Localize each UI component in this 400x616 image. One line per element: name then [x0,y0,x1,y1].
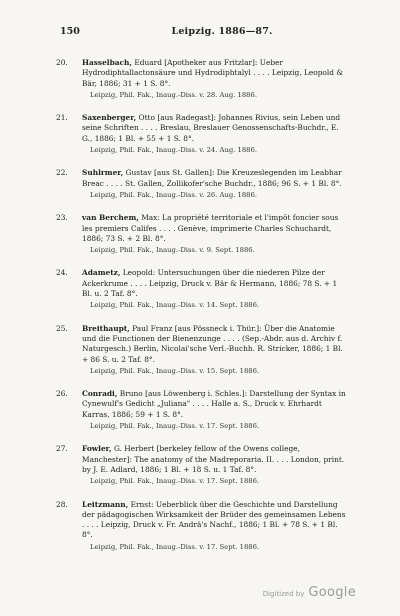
entry-body [82,168,346,189]
entry-author: van Berchem, [82,213,139,223]
entry-text: G. Herbert [berkeley fellow of the Owens college, Manchester]: The anatomy of the Madreporaria. II. . . . London, print. by J. E. Adlard, 1886; 1 Bl. + 18 S. u. 1 Taf. 8°. [82,444,345,474]
entry-number: 27. [56,444,68,454]
entry-text: Eduard [Apotheker aus Fritzlar]: Ueber Hydrodiphtallactonsäure und Hydrodiphtalyl . . . . Leipzig, Leopold & Bär, 1886; 31 + 1 S. 8°. [82,58,343,88]
entry-text: Paul Franz [aus Pössneck i. Thür.]: Über die Anatomie und die Functionen der Bienenzunge . . . . (Sep.-Abdr. aus d. Archiv f. Naturgesch.) Berlin, Nicolai'sche Verl.-Buchh. R. Stricker, 1886; 1 Bl. + 86 S. u. 2 Taf. 8°. [82,323,343,364]
entry-25 [56,324,346,376]
entry-number: 22. [56,168,68,178]
page-number: 150 [60,26,80,37]
page-header [60,26,344,37]
entry-body [82,324,346,365]
entry-author: Conradi, [82,389,118,399]
entry-body [82,113,346,144]
entry-number: 23. [56,213,68,223]
entry-text: Bruno [aus Löwenberg i. Schles.]: Darstellung der Syntax in Cynewulf's Gedicht „Juliana" . . . . Halle a. S., Druck v. Ehrhardt Karras, 1886; 59 + 1 S. 8°. [82,389,346,419]
google-logo: Google [308,585,356,600]
entry-note: Leipzig, Phil. Fak., Inaug.-Diss. v. 17. Sept. 1886. [90,477,260,486]
entry-author: Fowler, [82,444,112,454]
entry-text: Leopold: Untersuchungen über die niederen Pilze der Ackerkrume . . . . Leipzig, Druck v. Bär & Hermann, 1886; 78 S. + 1 Bl. u. 2 Taf. 8°. [82,268,338,299]
entry-note: Leipzig, Phil. Fak., Inaug.-Diss. v. 15. Sept. 1886. [90,366,260,375]
entry-text: Gustav [aus St. Gallen]: Die Kreuzeslegenden im Leabhar Breac . . . . St. Gallen, Zollikofer'sche Buchdr., 1886; 96 S. + 1 Bl. 8°. [82,168,342,188]
digitized-watermark [263,585,356,600]
entry-21 [56,113,346,155]
entry-body [82,444,346,475]
entry-body [82,213,346,244]
entry-text: Otto [aus Radegast]: Johannes Rivius, sein Leben und seine Schriften . . . . Breslau, Breslauer Genossenschafts-Buchdr., E. G., 1886; 1 Bl. + 55 + 1 S. 8°. [82,113,341,143]
entry-body [82,500,346,541]
entry-note: Leipzig, Phil. Fak., Inaug.-Diss. v. 9. Sept. 1886. [90,246,255,255]
entry-text: Ernst: Ueberblick über die Geschichte und Darstellung der pädagogischen Wirksamkeit der Brüder des gemeinsamen Lebens . . . . Leipzig, Druck v. Fr. Andrä's Nachf., 1886; 1 Bl. + 78 S. + 1 Bl. 8°. [82,499,346,540]
entry-note: Leipzig, Phil. Fak., Inaug.-Diss. v. 24. Aug. 1886. [90,146,257,155]
entry-body [82,389,346,420]
entry-20 [56,58,346,100]
entry-author: Leitzmann, [82,499,129,509]
entry-27 [56,444,346,486]
entry-author: Breithaupt, [82,323,130,333]
entry-note: Leipzig, Phil. Fak., Inaug.-Diss. v. 17. Sept. 1886. [90,422,260,431]
entry-22 [56,168,346,200]
entry-number: 25. [56,323,68,333]
entry-note: Leipzig, Phil. Fak., Inaug.-Diss. v. 17. Sept. 1886. [90,542,260,551]
entry-author: Adametz, [82,268,121,278]
entry-text: Max: La propriété territoriale et l'impôt foncier sous les premiers Califes . . . . Genève, imprimerie Charles Schuchardt, 1886; 73 S. + 2 Bl. 8°. [82,213,339,243]
entry-28 [56,500,346,552]
entry-number: 20. [56,58,68,67]
entry-number: 28. [56,499,68,509]
entry-number: 24. [56,268,68,278]
entry-body [82,58,346,89]
running-head: Leipzig. 1886—87. [171,26,273,37]
entry-number: 26. [56,389,68,399]
entry-author: Hasselbach, [82,58,133,67]
entry-list [56,58,346,565]
entry-26 [56,389,346,431]
watermark-prefix: Digitized by [262,590,305,598]
entry-note: Leipzig, Phil. Fak., Inaug.-Diss. v. 28. Aug. 1886. [90,90,257,99]
entry-note: Leipzig, Phil. Fak., Inaug.-Diss. v. 26. Aug. 1886. [90,190,257,199]
entry-body [82,268,346,299]
entry-23 [56,213,346,255]
entry-author: Saxenberger, [82,113,137,123]
entry-24 [56,268,346,310]
entry-number: 21. [56,113,68,123]
entry-author: Suhlrmer, [82,168,124,178]
entry-note: Leipzig, Phil. Fak., Inaug.-Diss. v. 14. Sept. 1886. [90,301,260,310]
